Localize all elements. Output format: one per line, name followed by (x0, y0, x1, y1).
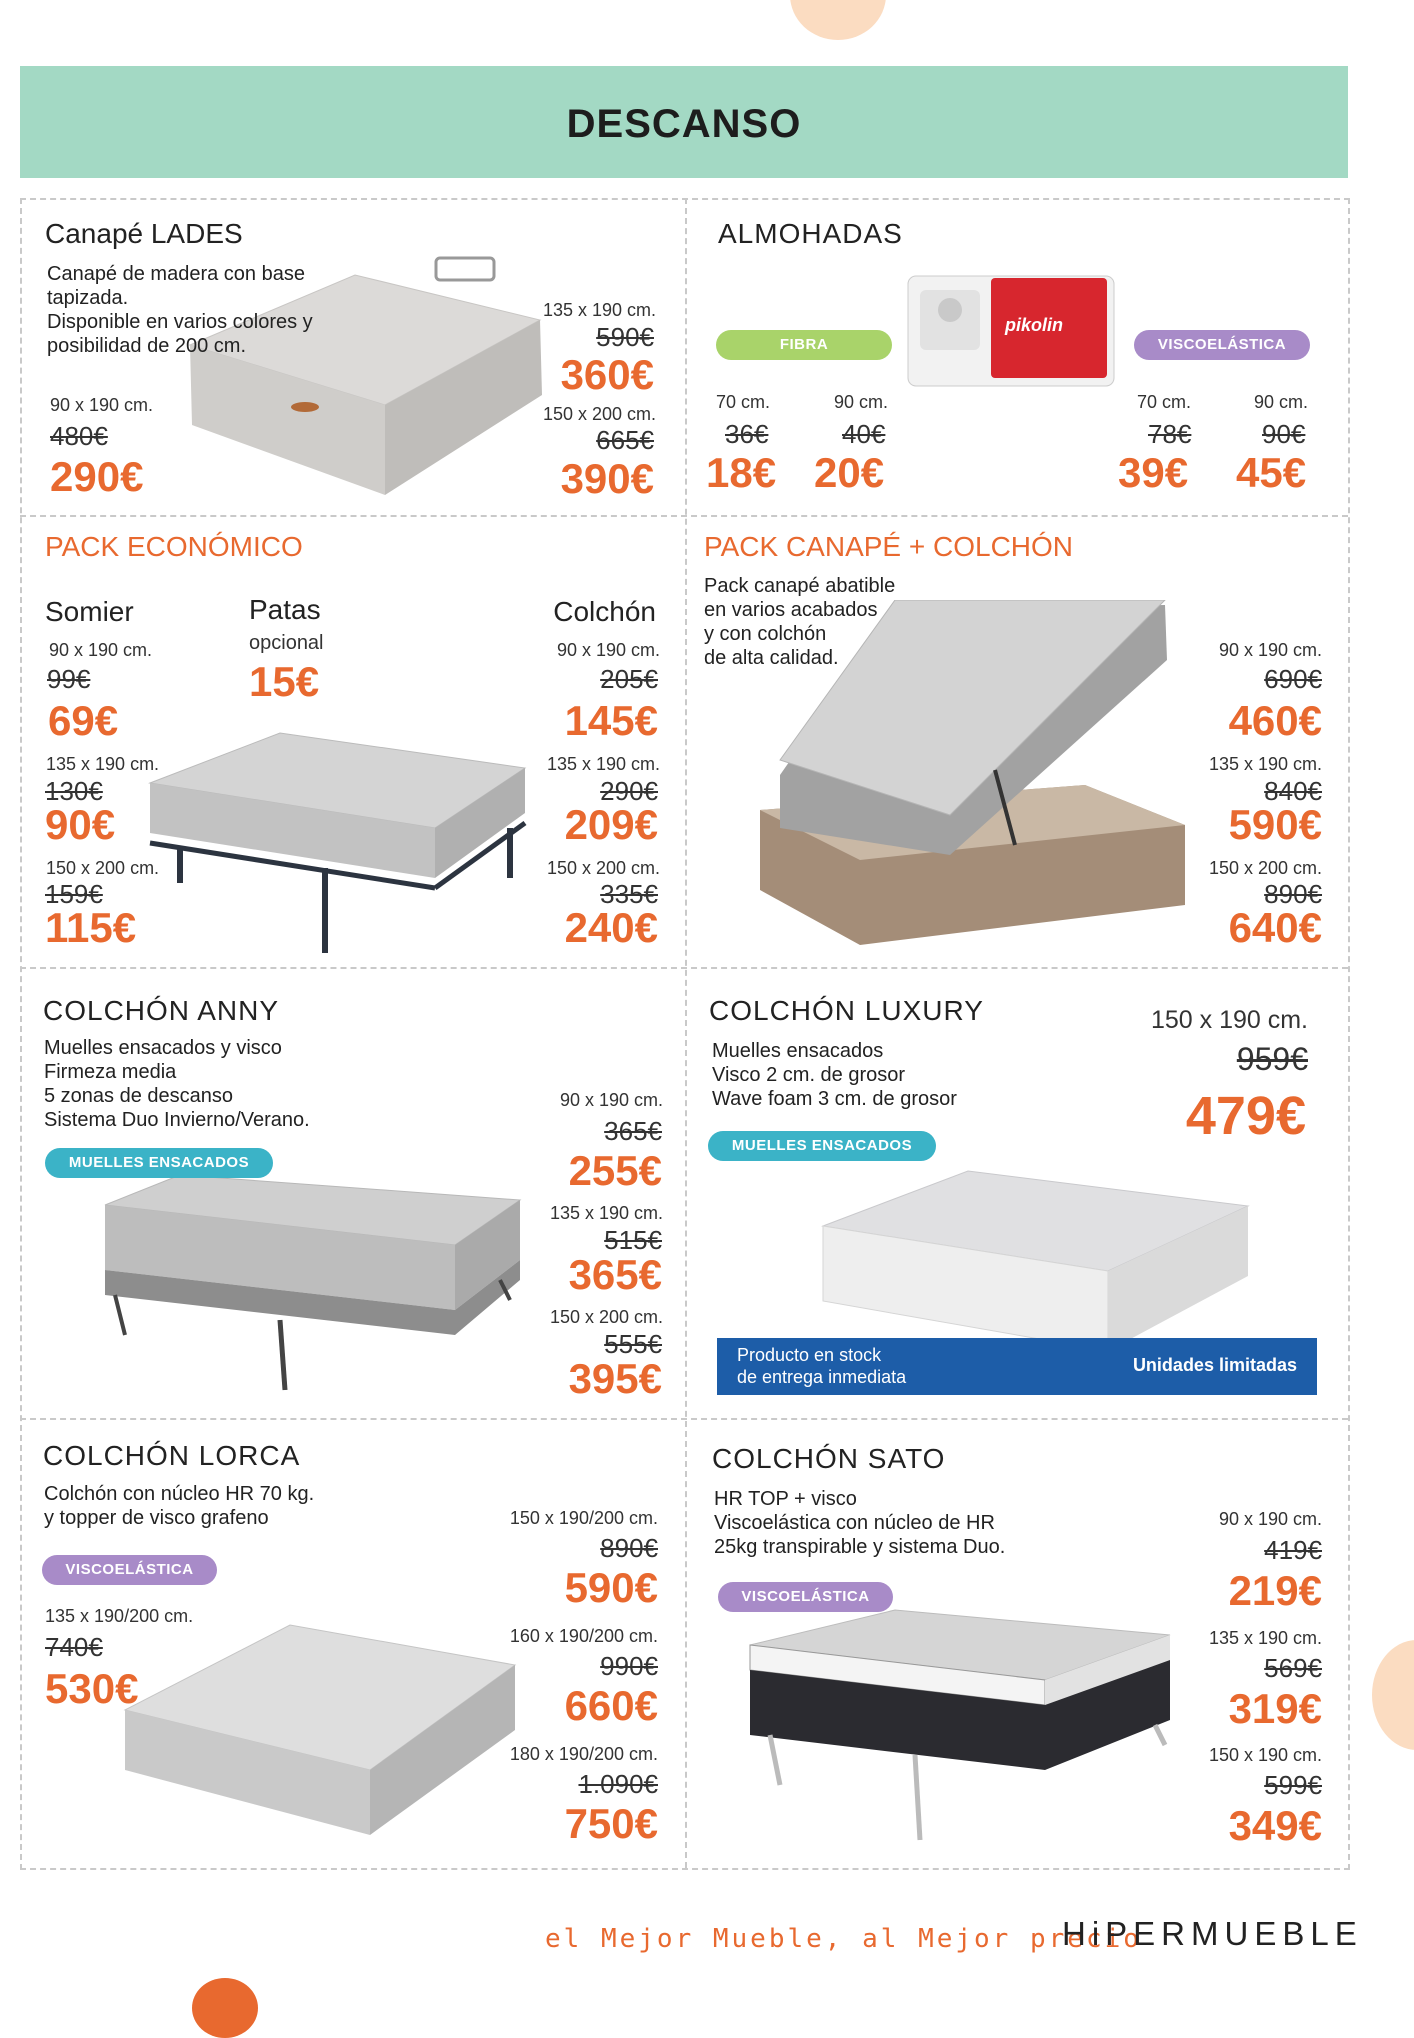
size-label: 135 x 190/200 cm. (45, 1606, 194, 1626)
size-label: 90 x 190 cm. (49, 640, 153, 660)
sale-price: 69€ (48, 697, 119, 744)
size-label: 90 x 190 cm. (556, 640, 660, 660)
old-price: 36€ (725, 419, 769, 449)
grid-divider (20, 515, 1348, 517)
sale-price: 18€ (706, 449, 777, 496)
size-label: 150 x 200 cm. (1208, 858, 1322, 878)
page-title: DESCANSO (566, 102, 802, 146)
size-label: 90 x 190 cm. (559, 1090, 663, 1110)
limited-text: Unidades limitadas (1132, 1355, 1297, 1375)
old-price: 99€ (47, 664, 91, 694)
size-label: 150 x 190 cm. (1150, 1006, 1308, 1034)
sale-price: 209€ (564, 801, 658, 848)
sale-price: 640€ (1228, 904, 1322, 951)
luxury-mattress-image (818, 1166, 1253, 1356)
sale-price: 750€ (564, 1800, 658, 1847)
anny-title: COLCHÓN ANNY (43, 995, 280, 1026)
lorca-title: COLCHÓN LORCA (43, 1440, 301, 1471)
old-price: 990€ (600, 1651, 658, 1681)
sale-price: 219€ (1228, 1567, 1322, 1614)
old-price: 569€ (1264, 1653, 1322, 1683)
sale-price: 390€ (560, 455, 654, 502)
canape-lades-description: Canapé de madera con base tapizada. Disponible en varios colores y posibilidad de 200 cm. (47, 263, 313, 357)
size-label: 150 x 190 cm. (1208, 1745, 1322, 1765)
size-label: 160 x 190/200 cm. (509, 1626, 658, 1646)
grid-divider (20, 967, 1348, 969)
old-price: 205€ (600, 664, 658, 694)
size-label: 135 x 190 cm. (549, 1203, 663, 1223)
patas-note: opcional (249, 632, 324, 654)
luxury-description: Muelles ensacados Visco 2 cm. de grosor Wave foam 3 cm. de grosor (712, 1040, 957, 1110)
header-band (20, 66, 1348, 178)
footer-slogan: el Mejor Mueble, al Mejor precio (545, 1924, 1142, 1954)
patas-price: 15€ (249, 658, 320, 705)
old-price: 335€ (600, 879, 658, 909)
brand-logo: HiPERMUEBLE (1062, 1915, 1363, 1952)
size-label: 150 x 200 cm. (542, 404, 656, 424)
size-label: 135 x 190 cm. (1208, 754, 1322, 774)
old-price: 365€ (604, 1116, 662, 1146)
old-price: 555€ (604, 1329, 662, 1359)
size-label: 90 cm. (834, 392, 889, 412)
sale-price: 360€ (560, 351, 654, 398)
pillow-brand-label: pikolin (1005, 315, 1063, 335)
sale-price: 255€ (568, 1147, 662, 1194)
sale-price: 20€ (814, 449, 885, 496)
lorca-mattress-image (120, 1620, 520, 1840)
size-label: 135 x 190 cm. (546, 754, 660, 774)
decor-circle-top (790, 0, 886, 40)
sale-price: 590€ (1228, 801, 1322, 848)
old-price: 290€ (600, 776, 658, 806)
old-price: 740€ (45, 1632, 103, 1662)
size-label: 135 x 190 cm. (46, 754, 160, 774)
badge-viscoelastica: VISCOELÁSTICA (718, 1582, 893, 1612)
size-label: 150 x 200 cm. (546, 858, 660, 878)
size-label: 180 x 190/200 cm. (509, 1744, 658, 1764)
old-price: 159€ (45, 879, 103, 909)
old-price: 419€ (1264, 1535, 1322, 1565)
anny-bed-image (100, 1170, 530, 1395)
sale-price: 240€ (564, 904, 658, 951)
size-label: 90 x 190 cm. (1218, 640, 1322, 660)
colchon-label: Colchón (553, 596, 656, 627)
old-price: 78€ (1148, 419, 1192, 449)
grid-divider (20, 1418, 1348, 1420)
sale-price: 530€ (45, 1665, 139, 1712)
pack-economico-title: PACK ECONÓMICO (45, 531, 303, 562)
stock-text: Producto en stock de entrega inmediata (737, 1345, 907, 1387)
badge-fibra: FIBRA (716, 330, 892, 360)
old-price: 599€ (1264, 1770, 1322, 1800)
anny-description: Muelles ensacados y visco Firmeza media 5 zonas de descanso Sistema Duo Invierno/Verano. (44, 1037, 310, 1131)
somier-label: Somier (45, 596, 134, 627)
pack-canape-title: PACK CANAPÉ + COLCHÓN (704, 531, 1074, 562)
old-price: 480€ (50, 421, 108, 451)
sale-price: 115€ (45, 904, 137, 951)
size-label: 90 cm. (1254, 392, 1309, 412)
sale-price: 45€ (1236, 449, 1307, 496)
size-label: 90 x 190 cm. (50, 395, 154, 415)
old-price: 515€ (604, 1225, 662, 1255)
size-label: 70 cm. (1137, 392, 1192, 412)
lorca-description: Colchón con núcleo HR 70 kg. y topper de visco grafeno (44, 1483, 315, 1529)
old-price: 590€ (596, 322, 654, 352)
old-price: 890€ (1264, 879, 1322, 909)
somier-mattress-image (140, 728, 535, 958)
sale-price: 365€ (568, 1251, 662, 1298)
sale-price: 460€ (1228, 697, 1322, 744)
sale-price: 349€ (1228, 1802, 1322, 1849)
sale-price: 39€ (1118, 449, 1189, 496)
stock-banner (717, 1338, 1317, 1395)
sale-price: 590€ (564, 1564, 658, 1611)
badge-viscoelastica: VISCOELÁSTICA (42, 1555, 217, 1585)
size-label: 135 x 190 cm. (542, 300, 656, 320)
old-price: 90€ (1262, 419, 1306, 449)
badge-viscoelastica: VISCOELÁSTICA (1134, 330, 1310, 360)
size-label: 150 x 190/200 cm. (509, 1508, 658, 1528)
size-label: 135 x 190 cm. (1208, 1628, 1322, 1648)
sato-bed-image (745, 1605, 1175, 1845)
old-price: 1.090€ (578, 1769, 658, 1799)
grid-divider (685, 198, 687, 1868)
sale-price: 90€ (45, 801, 116, 848)
luxury-title: COLCHÓN LUXURY (709, 995, 984, 1026)
almohadas-title: ALMOHADAS (718, 218, 903, 249)
sale-price: 660€ (564, 1682, 658, 1729)
old-price: 840€ (1264, 776, 1322, 806)
decor-circle-right (1372, 1640, 1414, 1750)
size-label: 150 x 200 cm. (46, 858, 160, 878)
sale-price: 290€ (50, 453, 144, 500)
patas-label: Patas (249, 594, 321, 625)
pack-canape-description: Pack canapé abatible en varios acabados y con colchón de alta calidad. (704, 575, 896, 669)
sato-title: COLCHÓN SATO (712, 1443, 946, 1474)
old-price: 690€ (1264, 664, 1322, 694)
size-label: 90 x 190 cm. (1218, 1509, 1322, 1529)
sale-price: 145€ (564, 697, 658, 744)
old-price: 959€ (1236, 1041, 1308, 1077)
sale-price: 395€ (568, 1355, 662, 1402)
old-price: 130€ (45, 776, 103, 806)
old-price: 665€ (596, 425, 654, 455)
old-price: 890€ (600, 1533, 658, 1563)
size-label: 150 x 200 cm. (549, 1307, 663, 1327)
decor-circle-bottom (192, 1978, 258, 2038)
old-price: 40€ (842, 419, 886, 449)
size-label: 70 cm. (716, 392, 771, 412)
sato-description: HR TOP + visco Viscoelástica con núcleo de HR 25kg transpirable y sistema Duo. (714, 1488, 1006, 1558)
badge-muelles-ensacados: MUELLES ENSACADOS (708, 1131, 936, 1161)
sale-price: 479€ (1185, 1086, 1306, 1146)
sale-price: 319€ (1228, 1685, 1322, 1732)
canape-lades-title: Canapé LADES (45, 218, 243, 249)
badge-muelles-ensacados: MUELLES ENSACADOS (45, 1148, 273, 1178)
